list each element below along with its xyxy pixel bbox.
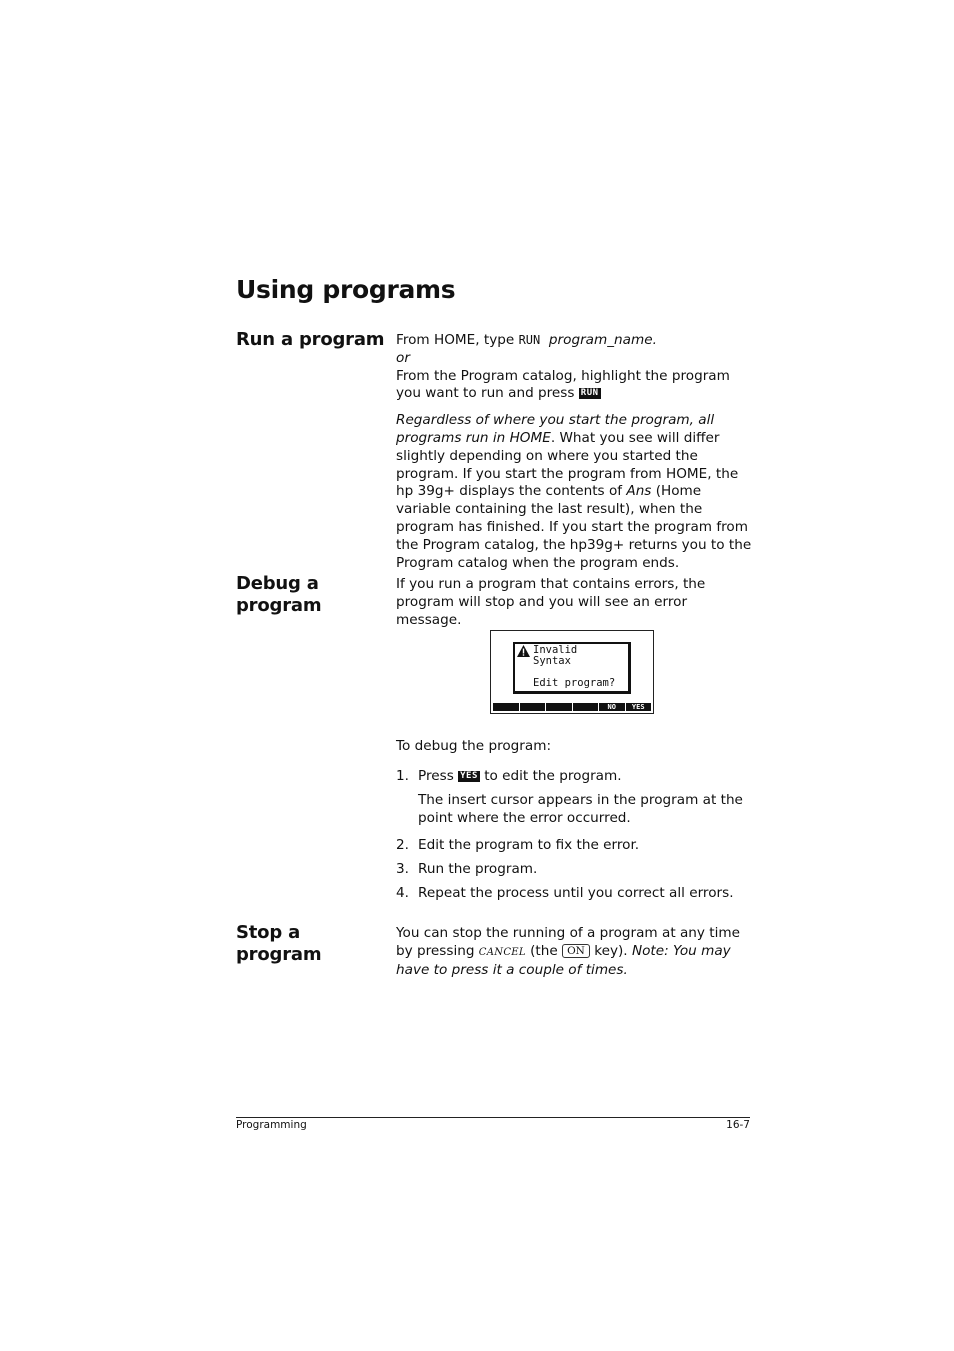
debug-program-heading [236,573,386,617]
debug-heading-line2: program [236,595,322,616]
footer-page-number: 16-7 [726,1119,750,1131]
page-title: Using programs [236,275,456,304]
stop-mid1: (the [525,942,563,959]
on-key-icon: ON [562,944,590,958]
error-line1: Invalid [533,644,578,656]
run-paragraph2 [396,412,756,572]
step-number: 3. [396,861,409,877]
softkey-4 [573,703,599,711]
step-text: Repeat the process until you correct all errors. [418,885,734,901]
run-program-body [396,332,756,572]
softkey-3 [546,703,572,711]
to-debug-label: To debug the program: [396,738,552,754]
footer-chapter: Programming [236,1119,307,1131]
step1-note: The insert cursor appears in the program at the point where the error occurred. [418,792,743,826]
error-dialog [513,642,631,694]
stop-pre: You can stop the running of a program at any time by pressing [396,925,741,959]
step-number: 1. [396,768,409,784]
run-para2-italic: Regardless of where you start the program, all programs run in HOME [396,412,715,446]
softkey-2 [520,703,546,711]
step-number: 2. [396,837,409,853]
run-para2-b: (Home variable containing the last result), when the program has finished. If you start the program from the Program catalog, the hp39g+ returns you to the Program catalog when the program ends. [396,483,752,571]
softkey-yes: YES [626,703,652,711]
run-softkey-icon: RUN [580,387,599,398]
ans-variable: Ans [626,483,652,500]
step-text: Run the program. [418,861,538,877]
debug-steps-list [396,768,756,908]
or-text: or [396,349,410,366]
step1-post: to edit the program. [479,768,622,784]
stop-mid2: key). [589,942,632,959]
yes-softkey-icon: YES [460,770,478,781]
stop-paragraph [396,925,756,979]
error-line2: Syntax [533,655,571,667]
stop-note: Note: You may have to press it a couple of times. [396,942,731,978]
stop-program-heading: Stop a program [236,922,322,965]
warning-icon [517,645,530,657]
stop-program-body [396,925,756,979]
step-text [418,768,758,786]
to-debug-text [396,738,756,756]
run-program-heading: Run a program [236,329,385,350]
run-line2 [396,368,756,404]
run-line2-text: From the Program catalog, highlight the program you want to run and press [396,367,730,402]
softkey-menu-bar [493,703,651,711]
error-line3: Edit program? [533,677,616,689]
footer-divider [236,1117,750,1118]
calculator-screen [490,630,654,714]
run-line1 [396,332,756,350]
step-text: Edit the program to fix the error. [418,837,640,853]
softkey-1 [493,703,519,711]
debug-intro-text: If you run a program that contains errors, the program will stop and you will see an error message. [396,576,706,628]
run-command: RUN [518,333,541,347]
softkey-no: NO [599,703,625,711]
run-line1-pre: From HOME, type [396,332,519,348]
step-number: 4. [396,885,409,901]
debug-intro [396,576,756,629]
step1-pre: Press [418,768,459,784]
run-para2-a: . What you see will differ slightly depending on where you started the program. If you start the program from HOME, the hp 39g+ displays the contents of [396,429,739,500]
program-name-arg: program_name. [548,332,657,348]
debug-heading-line1: Debug a [236,573,319,594]
cancel-label: CANCEL [478,946,526,958]
